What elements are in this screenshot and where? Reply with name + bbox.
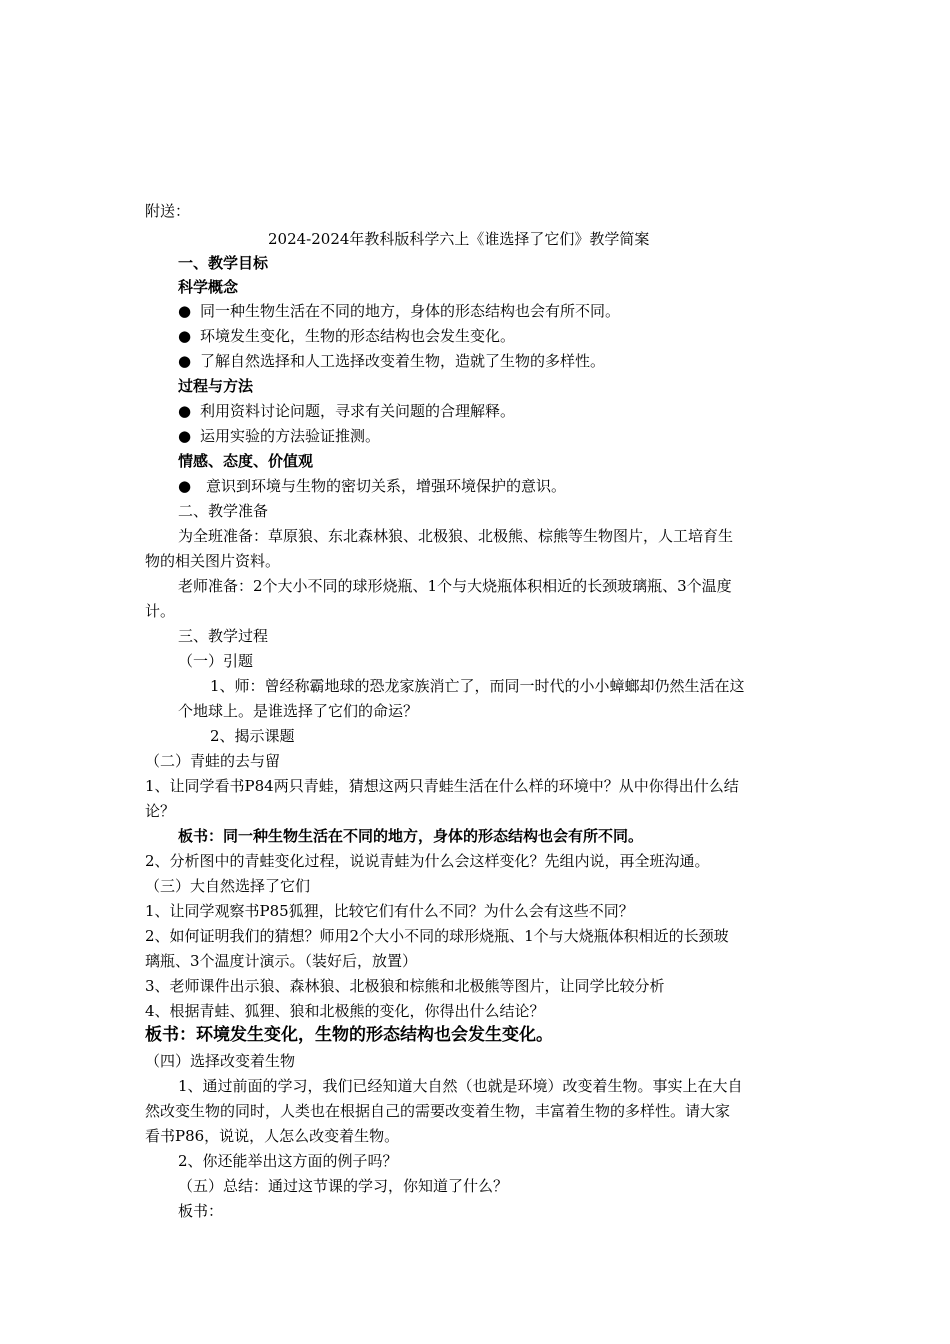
paragraph-line: 老师准备：2个大小不同的球形烧瓶、1个与大烧瓶体积相近的长颈玻璃瓶、3个温度: [178, 577, 732, 595]
bullet-icon: ●: [178, 302, 192, 320]
document-title: 2024-2024年教科版科学六上《谁选择了它们》教学简案: [268, 230, 650, 248]
step-heading-summary: （五）总结：通过这节课的学习，你知道了什么？: [178, 1177, 509, 1195]
step-heading-selection-changes: （四）选择改变着生物: [145, 1052, 296, 1070]
paragraph-line: 4、根据青蛙、狐狸、狼和北极熊的变化，你得出什么结论？: [145, 1002, 545, 1020]
board-note: 板书：环境发生变化，生物的形态结构也会发生变化。: [145, 1025, 553, 1045]
paragraph-line: 2、你还能举出这方面的例子吗？: [178, 1152, 398, 1170]
paragraph-line: 计。: [145, 602, 176, 620]
step-heading-nature-selection: （三）大自然选择了它们: [145, 877, 311, 895]
section-heading-objectives: 一、教学目标: [178, 254, 269, 272]
subheading-process-methods: 过程与方法: [178, 377, 254, 395]
bullet-icon: ●: [178, 402, 192, 420]
paragraph-line: 然改变生物的同时，人类也在根据自己的需要改变着生物，丰富着生物的多样性。请大家: [145, 1102, 731, 1120]
paragraph-line: 2、揭示课题: [210, 727, 295, 745]
paragraph-line: 论？: [145, 802, 176, 820]
board-note: 板书：同一种生物生活在不同的地方，身体的形态结构也会有所不同。: [178, 827, 644, 845]
paragraph-line: 物的相关图片资料。: [145, 552, 281, 570]
section-heading-process: 三、教学过程: [178, 627, 269, 645]
section-heading-preparation: 二、教学准备: [178, 502, 269, 520]
list-item: ● 了解自然选择和人工选择改变着生物，造就了生物的多样性。: [178, 352, 606, 370]
paragraph-line: 看书P86，说说，人怎么改变着生物。: [145, 1127, 400, 1145]
list-item: ● 意识到环境与生物的密切关系，增强环境保护的意识。: [178, 477, 567, 495]
paragraph-line: 1、让同学看书P84两只青蛙，猜想这两只青蛙生活在什么样的环境中？从中你得出什么结: [145, 777, 739, 795]
paragraph-line: 1、让同学观察书P85狐狸，比较它们有什么不同？为什么会有这些不同？: [145, 902, 634, 920]
paragraph-line: 2、如何证明我们的猜想？师用2个大小不同的球形烧瓶、1个与大烧瓶体积相近的长颈玻: [145, 927, 729, 945]
subheading-science-concepts: 科学概念: [178, 278, 239, 296]
paragraph-line: 为全班准备：草原狼、东北森林狼、北极狼、北极熊、棕熊等生物图片，人工培育生: [178, 527, 734, 545]
step-heading-intro: （一）引题: [178, 652, 254, 670]
bullet-icon: ●: [178, 327, 192, 345]
list-item: ● 运用实验的方法验证推测。: [178, 427, 381, 445]
bullet-icon: ●: [178, 352, 192, 370]
list-item: ● 同一种生物生活在不同的地方，身体的形态结构也会有所不同。: [178, 302, 621, 320]
paragraph-line: 个地球上。是谁选择了它们的命运？: [178, 702, 419, 720]
paragraph-line: 璃瓶、3个温度计演示。（装好后，放置）: [145, 952, 418, 970]
board-label: 板书：: [178, 1202, 224, 1220]
paragraph-line: 2、分析图中的青蛙变化过程，说说青蛙为什么会这样变化？先组内说，再全班沟通。: [145, 852, 710, 870]
subheading-attitude-values: 情感、态度、价值观: [178, 452, 314, 470]
bullet-icon: ●: [178, 427, 192, 445]
list-item: ● 利用资料讨论问题，寻求有关问题的合理解释。: [178, 402, 516, 420]
paragraph-line: 1、师：曾经称霸地球的恐龙家族消亡了，而同一时代的小小蟑螂却仍然生活在这: [210, 677, 745, 695]
list-item: ● 环境发生变化，生物的形态结构也会发生变化。: [178, 327, 516, 345]
paragraph-line: 3、老师课件出示狼、森林狼、北极狼和棕熊和北极熊等图片，让同学比较分析: [145, 977, 665, 995]
bullet-icon: ●: [178, 477, 192, 495]
step-heading-frogs: （二）青蛙的去与留: [145, 752, 281, 770]
prefix-label: 附送：: [145, 202, 191, 220]
paragraph-line: 1、通过前面的学习，我们已经知道大自然（也就是环境）改变着生物。事实上在大自: [178, 1077, 743, 1095]
